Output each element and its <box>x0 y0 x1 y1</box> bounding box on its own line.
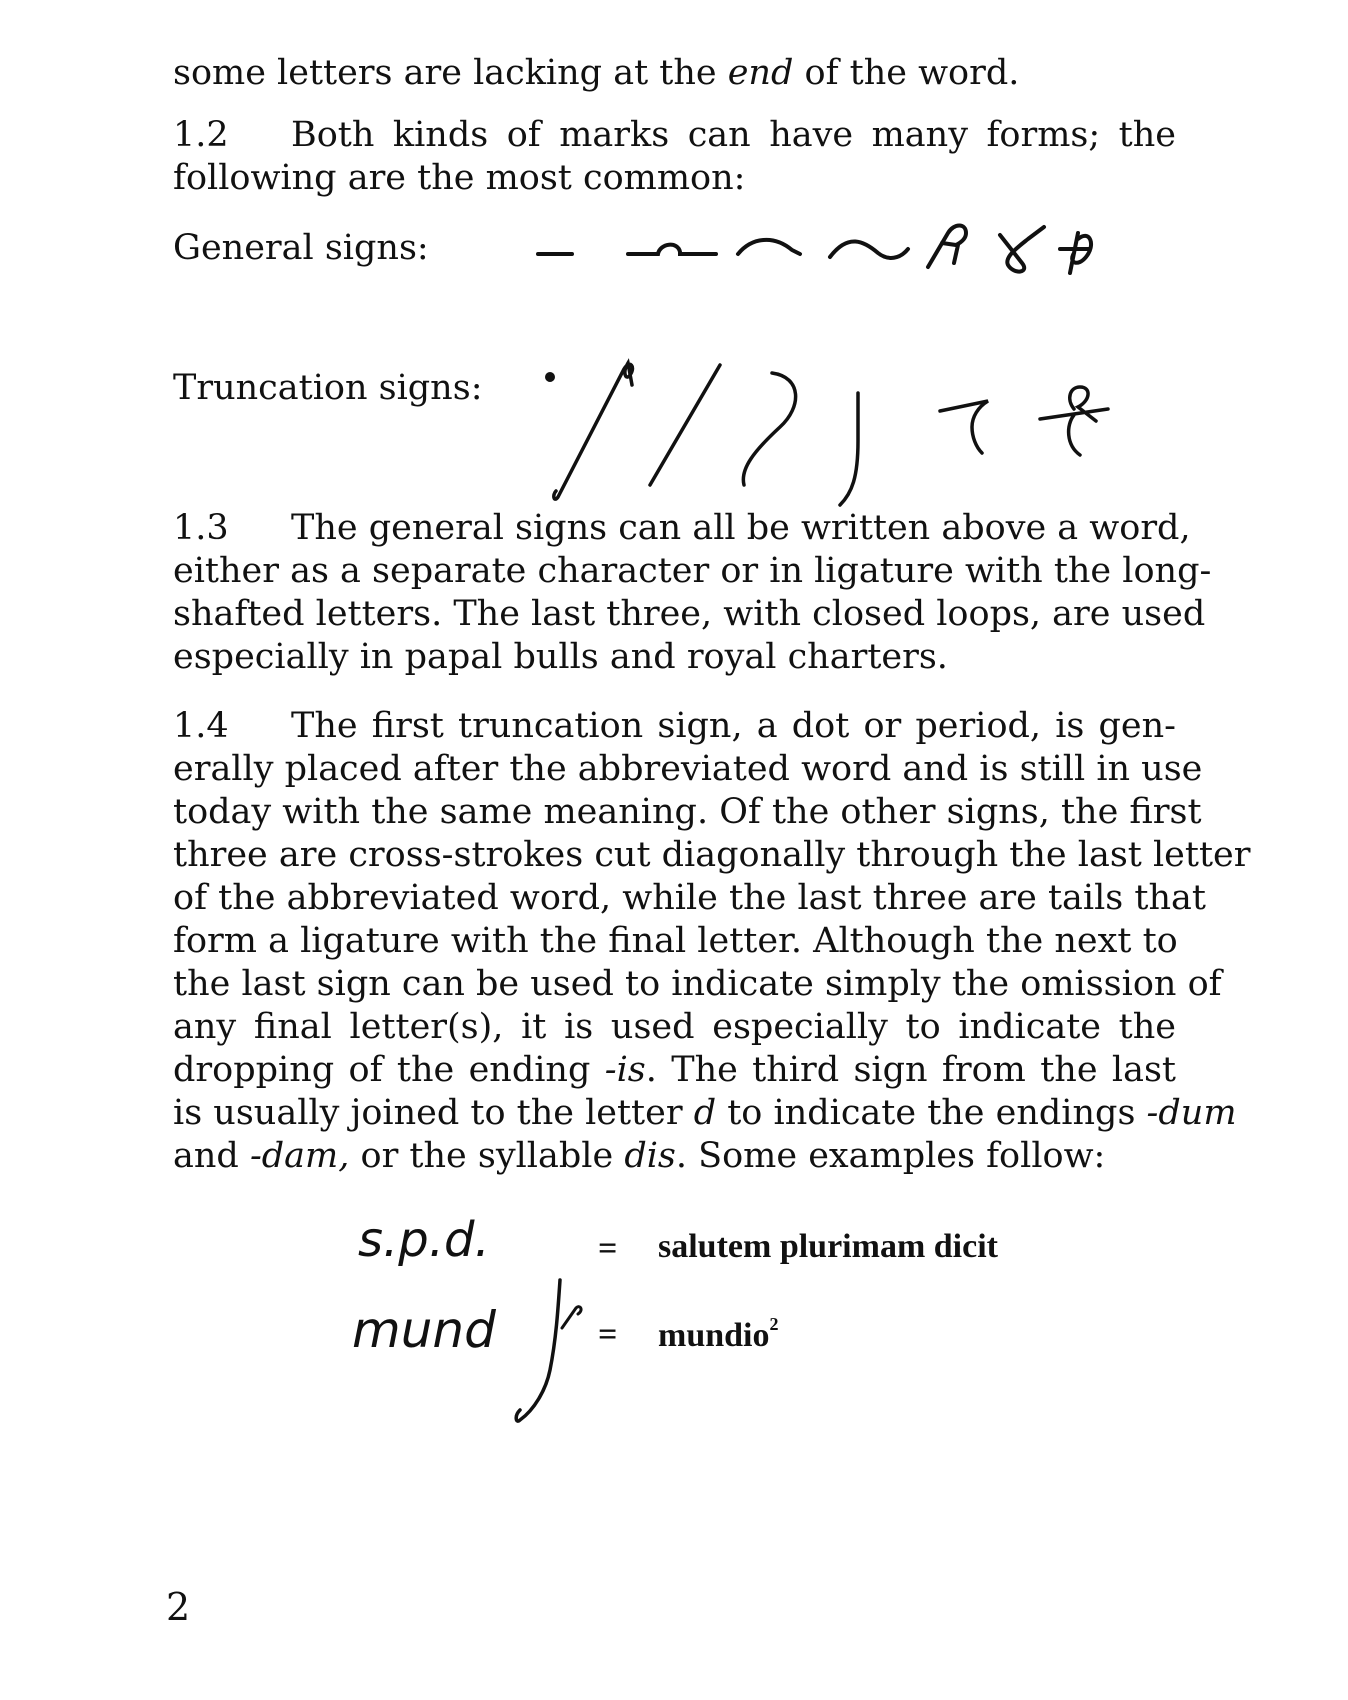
abbreviation-spd: s.p.d. <box>358 1212 490 1268</box>
truncation-signs-label: Truncation signs: <box>173 368 483 408</box>
dot-sign <box>545 372 555 382</box>
truncation-signs-row <box>540 345 1140 520</box>
arc-sign <box>738 240 800 254</box>
meaning-spd: salutem plurimam dicit <box>658 1228 998 1265</box>
tail-sign <box>840 393 858 505</box>
para-1-4-line-2: erally placed after the abbreviated word and is still in use <box>173 749 1203 789</box>
para-1-4-line-10: is usually joined to the letter d to indicate the endings -dum <box>173 1093 1237 1133</box>
para-1-3-line-2: either as a separate character or in ligature with the long- <box>173 551 1212 591</box>
hooked-bar-sign <box>940 401 988 453</box>
para-1-2-line-1: 1.2 Both kinds of marks can have many forms; the <box>173 112 1176 158</box>
closed-loop-sign <box>1000 227 1044 272</box>
para-1-4-line-11: and -dam, or the syllable dis. Some examples follow: <box>173 1136 1106 1176</box>
para-1-2-line-2: following are the most common: <box>173 158 746 198</box>
wave-loop-sign <box>628 245 716 254</box>
para-number: 1.4 <box>173 706 229 746</box>
para-1-4-line-8: any final letter(s), it is used especially to indicate the <box>173 1007 1176 1047</box>
para-number: 1.2 <box>173 115 229 155</box>
intro-line: some letters are lacking at the end of the word. <box>173 53 1020 93</box>
para-1-4-line-1: 1.4 The first truncation sign, a dot or period, is gen- <box>173 703 1176 749</box>
diagonal-sign <box>650 365 720 485</box>
equals-sign: = <box>598 1316 618 1353</box>
footnote-marker: 2 <box>769 1314 779 1334</box>
para-1-3-line-3: shafted letters. The last three, with closed loops, are used <box>173 594 1206 634</box>
equals-sign: = <box>598 1230 618 1267</box>
para-1-3-line-1: 1.3 The general signs can all be written above a word, <box>173 505 1176 551</box>
curved-diagonal-sign <box>743 373 795 485</box>
loop-hook-sign <box>928 226 966 268</box>
general-signs-row <box>530 205 1130 285</box>
page-number: 2 <box>166 1585 191 1629</box>
meaning-mundio: mundio$^2$ <box>658 1314 779 1354</box>
looped-diagonal-sign <box>554 363 633 499</box>
para-1-4-line-9: dropping of the ending -is. The third sign from the last <box>173 1050 1176 1090</box>
para-1-4-line-5: of the abbreviated word, while the last three are tails that <box>173 878 1206 918</box>
para-1-3-line-4: especially in papal bulls and royal charters. <box>173 637 948 677</box>
looped-tail-sign <box>1040 387 1108 455</box>
para-1-4-line-4: three are cross-strokes cut diagonally through the last letter <box>173 835 1251 875</box>
tilde-sign <box>830 241 908 257</box>
para-1-4-line-6: form a ligature with the final letter. Although the next to <box>173 921 1178 961</box>
para-1-4-line-3: today with the same meaning. Of the other signs, the first <box>173 792 1202 832</box>
closed-loop-cross-sign <box>1060 233 1091 273</box>
para-number: 1.3 <box>173 508 229 548</box>
abbreviation-mund: mund <box>352 1301 496 1359</box>
para-1-4-line-7: the last sign can be used to indicate simply the omission of <box>173 964 1222 1004</box>
general-signs-label: General signs: <box>173 228 429 268</box>
